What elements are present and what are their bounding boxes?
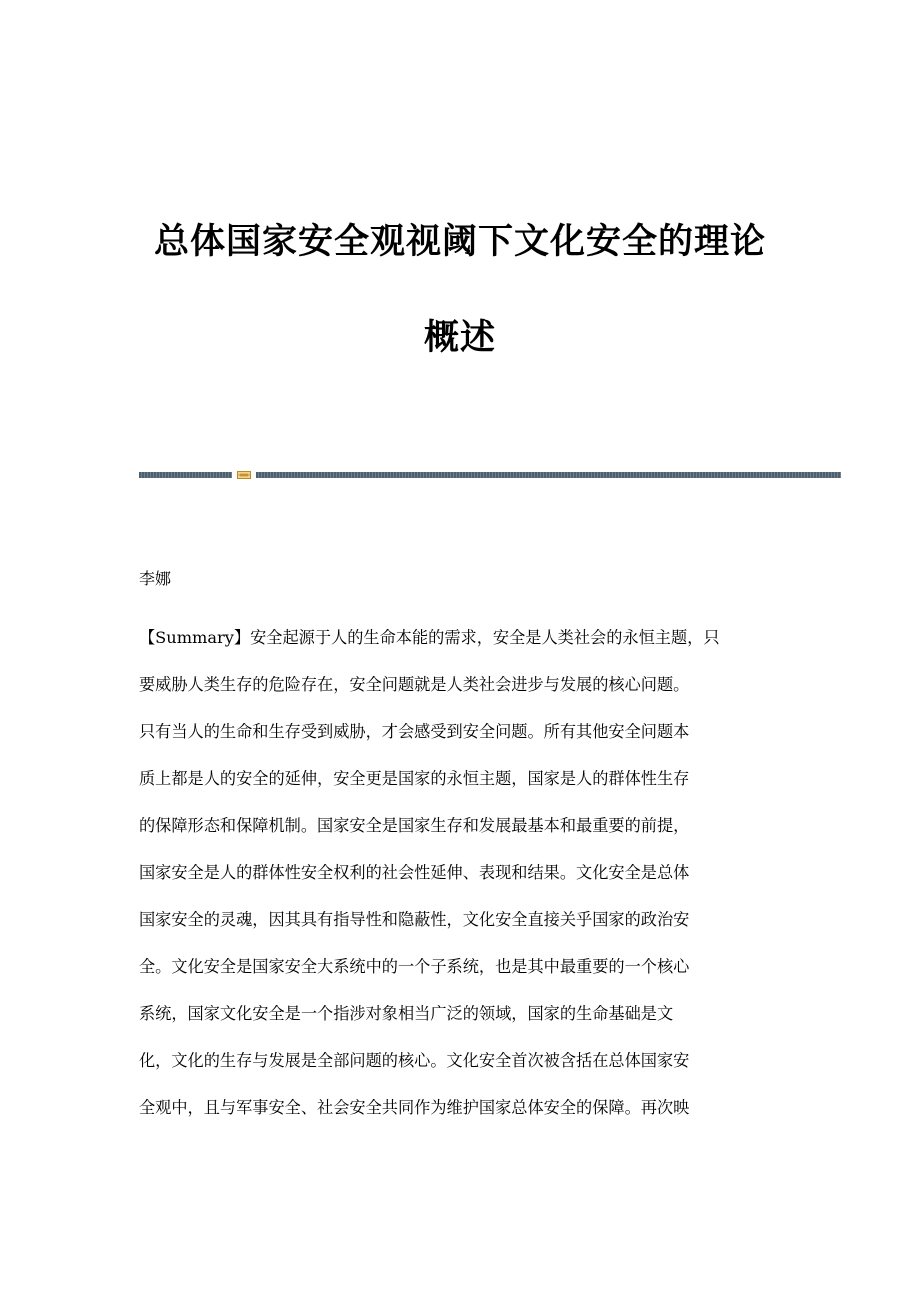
document-title-line-1: 总体国家安全观视阈下文化安全的理论 xyxy=(153,222,766,262)
abstract-line: 国家安全是人的群体性安全权利的社会性延伸、表现和结果。文化安全是总体 xyxy=(139,863,690,882)
abstract-line: 要威胁人类生存的危险存在，安全问题就是人类社会进步与发展的核心问题。 xyxy=(139,675,690,694)
abstract-line: 质上都是人的安全的延伸，安全更是国家的永恒主题，国家是人的群体性生存 xyxy=(139,769,690,788)
divider-bar-right xyxy=(256,472,841,478)
abstract-line: 全观中，且与军事安全、社会安全共同作为维护国家总体安全的保障。再次映 xyxy=(139,1098,690,1117)
abstract-text xyxy=(139,622,783,1124)
document-title-line-2: 概述 xyxy=(423,318,496,358)
abstract-line: 只有当人的生命和生存受到威胁，才会感受到安全问题。所有其他安全问题本 xyxy=(139,722,690,741)
divider-bar-left xyxy=(139,472,232,478)
author-name: 李娜 xyxy=(139,569,172,588)
title-divider xyxy=(139,470,841,480)
abstract-line: 国家安全的灵魂，因其具有指导性和隐蔽性，文化安全直接关乎国家的政治安 xyxy=(139,910,690,929)
abstract-line: 【Summary】安全起源于人的生命本能的需求，安全是人类社会的永恒主题，只 xyxy=(139,628,720,647)
abstract-line: 的保障形态和保障机制。国家安全是国家生存和发展最基本和最重要的前提， xyxy=(139,816,690,835)
abstract-line: 系统，国家文化安全是一个指涉对象相当广泛的领域，国家的生命基础是文 xyxy=(139,1004,674,1023)
abstract-line: 化，文化的生存与发展是全部问题的核心。文化安全首次被含括在总体国家安 xyxy=(139,1051,690,1070)
abstract-line: 全。文化安全是国家安全大系统中的一个子系统，也是其中最重要的一个核心 xyxy=(139,957,690,976)
divider-ornament-icon xyxy=(237,470,251,480)
